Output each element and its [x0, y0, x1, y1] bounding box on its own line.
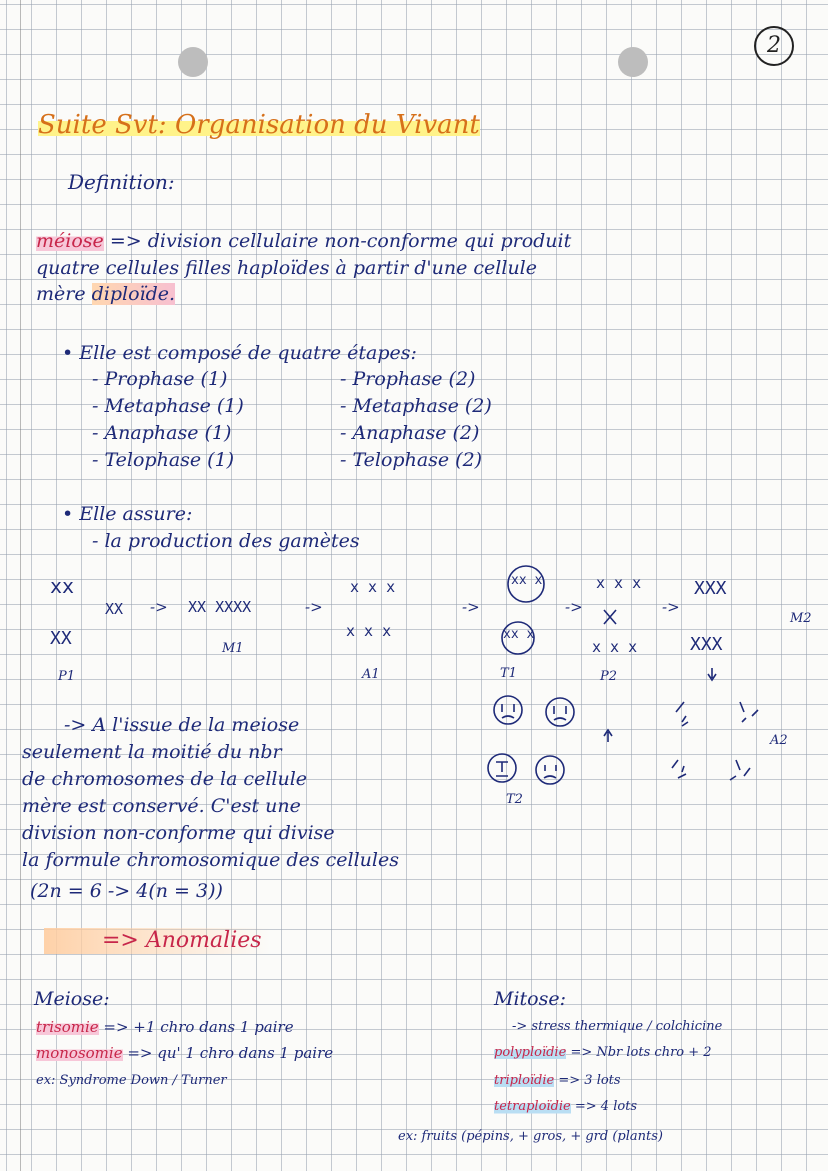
meiose-monosomie — [36, 1046, 333, 1061]
monosomie-term: monosomie — [36, 1044, 123, 1062]
definition-arrow: => — [109, 230, 142, 252]
meiose-heading: Meiose: — [34, 988, 110, 1010]
tetraploidie-term: tetraploïdie — [494, 1099, 571, 1114]
stage-left-4: - Telophase (1) — [92, 449, 235, 471]
diagram-label-p2: P2 — [600, 669, 618, 684]
diagram-label-m1: M1 — [222, 641, 244, 656]
diagram-m2-top: XXX — [694, 578, 727, 599]
diagram-xx-top: xx — [50, 574, 75, 598]
stages-intro: • Elle est composé de quatre étapes: — [62, 342, 417, 364]
page-number: 2 — [754, 26, 794, 66]
conclusion-line-5: division non-conforme qui divise — [22, 822, 335, 844]
mitose-triploidie — [494, 1074, 621, 1087]
definition-text-1: division cellulaire non-conforme qui produit — [147, 230, 572, 252]
a2-chromatids — [672, 702, 758, 780]
conclusion-line-7: (2n = 6 -> 4(n = 3)) — [30, 880, 223, 902]
meiose-trisomie — [36, 1020, 294, 1035]
anomalies-title: Anomalies — [145, 928, 262, 953]
definition-text-3: mère — [36, 283, 86, 305]
tetraploidie-text: => 4 lots — [574, 1099, 638, 1114]
mitose-polyploidie — [494, 1046, 712, 1059]
diagram-arrow-1: -> — [150, 598, 168, 616]
diagram-arrow-5: -> — [662, 598, 680, 616]
triploidie-text: => 3 lots — [558, 1073, 621, 1088]
cell-t1-top — [508, 566, 544, 602]
diagram-arrow-4: -> — [565, 598, 583, 616]
trisomie-term: trisomie — [36, 1018, 99, 1036]
diagram-label-a1: A1 — [362, 667, 380, 682]
stage-right-1: - Prophase (2) — [340, 368, 476, 390]
conclusion-line-3: de chromosomes de la cellule — [22, 768, 308, 790]
meiose-example: ex: Syndrome Down / Turner — [36, 1073, 227, 1088]
cell-t1-bottom — [502, 622, 534, 654]
polyploidie-text: => Nbr lots chro + 2 — [570, 1045, 712, 1060]
cell-t2-2 — [546, 698, 574, 726]
diagram-t1-bottom: xx x — [503, 627, 535, 642]
diagram-label-t1: T1 — [500, 666, 517, 681]
conclusion-line-1: -> A l'issue de la meiose — [64, 714, 300, 736]
diagram-p2-bottom: x x x — [592, 638, 638, 656]
diagram-label-a2: A2 — [770, 733, 788, 748]
diagram-m2-bottom: XXX — [690, 634, 723, 655]
diagram-p2-top: x x x — [596, 574, 642, 592]
cell-t2-3 — [488, 754, 516, 782]
assure-item: - la production des gamètes — [92, 530, 360, 552]
definition-diploid: diploïde. — [91, 283, 176, 305]
p2-cross — [604, 610, 616, 624]
cell-t2-4 — [536, 756, 564, 784]
diagram-a1-top: x x x — [350, 578, 396, 596]
mitose-tetraploidie — [494, 1100, 637, 1113]
cell-t2-1 — [494, 696, 522, 724]
diagram-m1-row: XX XXXX — [188, 598, 252, 616]
definition-term: méiose — [36, 230, 104, 252]
stage-left-1: - Prophase (1) — [92, 368, 228, 390]
trisomie-text: => +1 chro dans 1 paire — [103, 1018, 294, 1036]
stage-right-4: - Telophase (2) — [340, 449, 483, 471]
diagram-label-t2: T2 — [506, 792, 523, 807]
page-title: Suite Svt: Organisation du Vivant — [38, 110, 480, 140]
monosomie-text: => qu' 1 chro dans 1 paire — [127, 1044, 334, 1062]
arrow-up-icon — [604, 730, 612, 742]
polyploidie-term: polyploïdie — [494, 1045, 567, 1060]
diagram-arrow-2: -> — [305, 598, 323, 616]
arrow-down-icon — [708, 668, 716, 680]
diagram-t1-top: xx x — [511, 573, 543, 588]
definition-heading: Definition: — [68, 170, 175, 194]
stage-left-3: - Anaphase (1) — [92, 422, 232, 444]
diagram-xx-bottom: XX — [50, 628, 72, 649]
conclusion-line-6: la formule chromosomique des cellules — [22, 849, 399, 871]
diagram-a1-bottom: x x x — [346, 622, 392, 640]
assure-intro: • Elle assure: — [62, 503, 193, 525]
stage-right-3: - Anaphase (2) — [340, 422, 480, 444]
mitose-cause: -> stress thermique / colchicine — [512, 1019, 723, 1034]
diagram-label-p1: P1 — [58, 669, 76, 684]
diagram-label-m2: M2 — [790, 611, 812, 626]
stage-left-2: - Metaphase (1) — [92, 395, 244, 417]
diagram-arrow-3: -> — [462, 598, 480, 616]
conclusion-line-4: mère est conservé. C'est une — [22, 795, 301, 817]
conclusion-line-2: seulement la moitié du nbr — [22, 741, 282, 763]
mitose-example: ex: fruits (pépins, + gros, + grd (plants) — [398, 1129, 663, 1144]
definition-line-2: quatre cellules filles haploïdes à partir d'une cellule — [36, 257, 538, 279]
anomalies-heading — [44, 928, 270, 954]
diagram-xx-mid: XX — [105, 600, 124, 618]
anomalies-arrow: => — [102, 928, 139, 953]
triploidie-term: triploïdie — [494, 1073, 555, 1088]
stage-right-2: - Metaphase (2) — [340, 395, 492, 417]
mitose-heading: Mitose: — [494, 988, 567, 1010]
